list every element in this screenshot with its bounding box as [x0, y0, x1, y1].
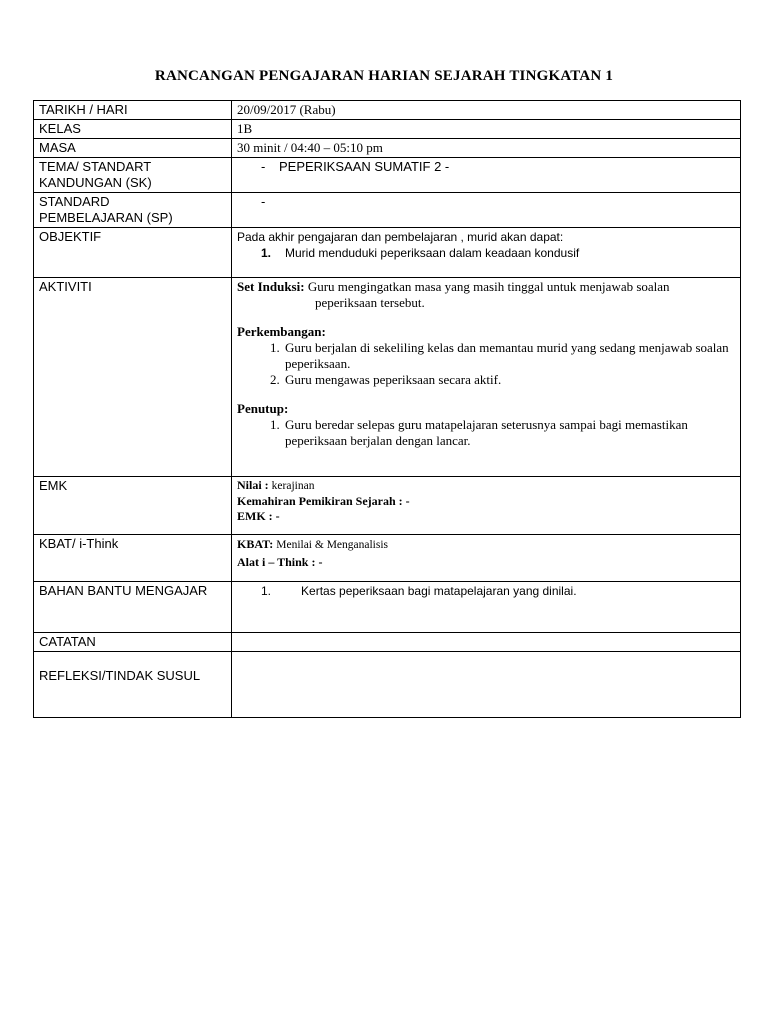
tema-dash: -	[261, 159, 266, 174]
value-tarikh: 20/09/2017 (Rabu)	[232, 101, 741, 120]
alat-ithink-label: Alat i – Think : -	[237, 555, 323, 569]
set-induksi-line1: Guru mengingatkan masa yang masih tinggal untuk menjawab soalan	[307, 279, 670, 294]
row-kbat	[34, 535, 741, 582]
label-standard-line1: STANDARD	[39, 194, 110, 209]
row-objektif	[34, 228, 741, 278]
kbat-label: KBAT:	[237, 537, 274, 551]
row-kelas	[34, 120, 741, 139]
label-aktiviti: AKTIVITI	[34, 278, 232, 477]
set-induksi-label: Set Induksi:	[237, 279, 305, 294]
row-tarikh	[34, 101, 741, 120]
value-kbat	[232, 535, 741, 582]
value-standard	[232, 193, 741, 228]
lesson-plan-table	[33, 100, 741, 718]
nilai-label: Nilai :	[237, 478, 269, 492]
row-catatan	[34, 633, 741, 652]
value-tema	[232, 158, 741, 193]
row-emk	[34, 477, 741, 535]
value-emk	[232, 477, 741, 535]
set-induksi-line2: peperiksaan tersebut.	[315, 295, 425, 310]
label-standard	[34, 193, 232, 228]
value-aktiviti	[232, 278, 741, 477]
perkembangan-item: 1. Guru berjalan di sekeliling kelas dan memantau murid yang sedang menjawab soalan peperiksaan.	[283, 340, 735, 372]
bbm-text: Kertas peperiksaan bagi matapelajaran yang dinilai.	[301, 584, 577, 598]
label-objektif: OBJEKTIF	[34, 228, 232, 278]
label-masa: MASA	[34, 139, 232, 158]
perkembangan-item: 2. Guru mengawas peperiksaan secara aktif.	[283, 372, 735, 388]
label-kelas: KELAS	[34, 120, 232, 139]
label-kbat: KBAT/ i-Think	[34, 535, 232, 582]
tema-text: PEPERIKSAAN SUMATIF 2 -	[279, 159, 450, 174]
row-bbm	[34, 582, 741, 633]
perkembangan-list	[237, 340, 735, 388]
row-tema	[34, 158, 741, 193]
perkembangan-label: Perkembangan:	[237, 324, 326, 339]
standard-dash: -	[261, 194, 266, 209]
label-refleksi	[34, 652, 232, 718]
label-bbm: BAHAN BANTU MENGAJAR	[34, 582, 232, 633]
objektif-item-num: 1.	[261, 246, 272, 260]
label-tema-line2: KANDUNGAN (SK)	[39, 175, 152, 190]
value-bbm	[232, 582, 741, 633]
penutup-list	[237, 417, 735, 449]
value-objektif	[232, 228, 741, 278]
label-tarikh: TARIKH / HARI	[34, 101, 232, 120]
label-tema-line1: TEMA/ STANDART	[39, 159, 152, 174]
value-refleksi	[232, 652, 741, 718]
row-refleksi	[34, 652, 741, 718]
row-aktiviti	[34, 278, 741, 477]
value-kelas: 1B	[232, 120, 741, 139]
label-tema	[34, 158, 232, 193]
penutup-item: 1. Guru beredar selepas guru matapelajaran seterusnya sampai bagi memastikan peperiksaan berjalan dengan lancar.	[283, 417, 735, 449]
page-title: RANCANGAN PENGAJARAN HARIAN SEJARAH TINGKATAN 1	[154, 68, 614, 84]
value-masa: 30 minit / 04:40 – 05:10 pm	[232, 139, 741, 158]
nilai-value: kerajinan	[271, 480, 315, 492]
label-refleksi-text: REFLEKSI/TINDAK SUSUL	[39, 668, 201, 683]
label-standard-line2: PEMBELAJARAN (SP)	[39, 210, 173, 225]
row-masa	[34, 139, 741, 158]
penutup-label: Penutup:	[237, 401, 289, 416]
label-catatan: CATATAN	[34, 633, 232, 652]
kps-label: Kemahiran Pemikiran Sejarah : -	[237, 494, 410, 508]
label-emk: EMK	[34, 477, 232, 535]
objektif-intro: Pada akhir pengajaran dan pembelajaran , murid akan dapat:	[237, 230, 564, 244]
row-standard	[34, 193, 741, 228]
objektif-item-text: Murid menduduki peperiksaan dalam keadaan kondusif	[285, 246, 580, 260]
emk-label: EMK : -	[237, 509, 280, 523]
kbat-value: Menilai & Menganalisis	[276, 539, 389, 551]
value-catatan	[232, 633, 741, 652]
bbm-num: 1.	[261, 584, 272, 598]
